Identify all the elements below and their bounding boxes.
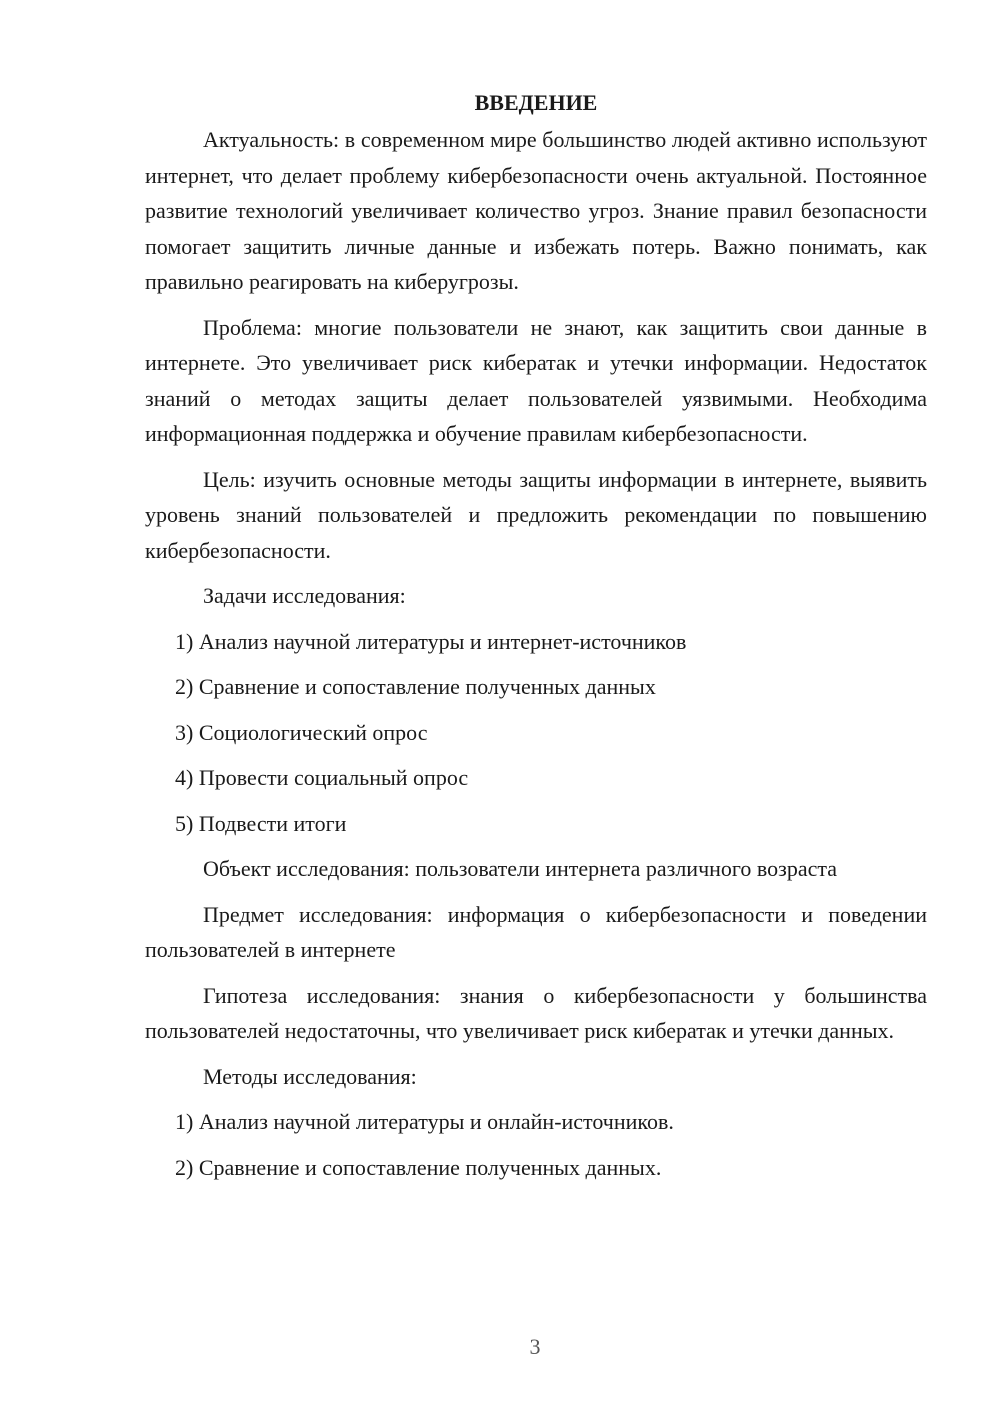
page-number: 3 [529, 1334, 541, 1359]
list-item: 2) Сравнение и сопоставление полученных данных. [175, 1154, 662, 1180]
tasks-list [145, 624, 927, 842]
list-item: 2) Сравнение и сопоставление полученных данных [175, 674, 656, 699]
methods-list [145, 1104, 927, 1185]
problem-paragraph: Проблема: многие пользователи не знают, как защитить свои данные в интернете. Это увеличивает риск кибератак и утечки информации. Недостаток знаний о методах защиты делает пользователей уязвимыми. Необходима информационная поддержка и обучение правилам кибербезопасности. [145, 314, 927, 446]
list-item: 3) Социологический опрос [175, 719, 428, 745]
object-paragraph: Объект исследования: пользователи интернета различного возраста [203, 856, 837, 881]
goal-paragraph: Цель: изучить основные методы защиты информации в интернете, выявить уровень знаний пользователей и предложить рекомендации по повышению кибербезопасности. [145, 466, 927, 563]
list-item: 5) Подвести итоги [175, 810, 347, 836]
tasks-heading: Задачи исследования: [203, 583, 406, 608]
hypothesis-paragraph: Гипотеза исследования: знания о кибербезопасности у большинства пользователей недостаточны, что увеличивает риск кибератак и утечки данных. [145, 982, 927, 1043]
subject-paragraph: Предмет исследования: информация о кибербезопасности и поведении пользователей в интернете [145, 901, 927, 962]
relevance-paragraph: Актуальность: в современном мире большинство людей активно используют интернет, что делает проблему кибербезопасности очень актуальной. Постоянное развитие технологий увеличивает количество угроз. Знание правил безопасности помогает защитить личные данные и избежать потерь. Важно понимать, как правильно реагировать на киберугрозы. [145, 127, 927, 294]
methods-heading: Методы исследования: [203, 1063, 417, 1089]
list-item: 1) Анализ научной литературы и интернет-источников [175, 628, 687, 654]
list-item: 4) Провести социальный опрос [175, 765, 469, 790]
document-page [145, 88, 927, 1195]
list-item: 1) Анализ научной литературы и онлайн-источников. [175, 1109, 674, 1134]
document-title: ВВЕДЕНИЕ [474, 90, 598, 115]
